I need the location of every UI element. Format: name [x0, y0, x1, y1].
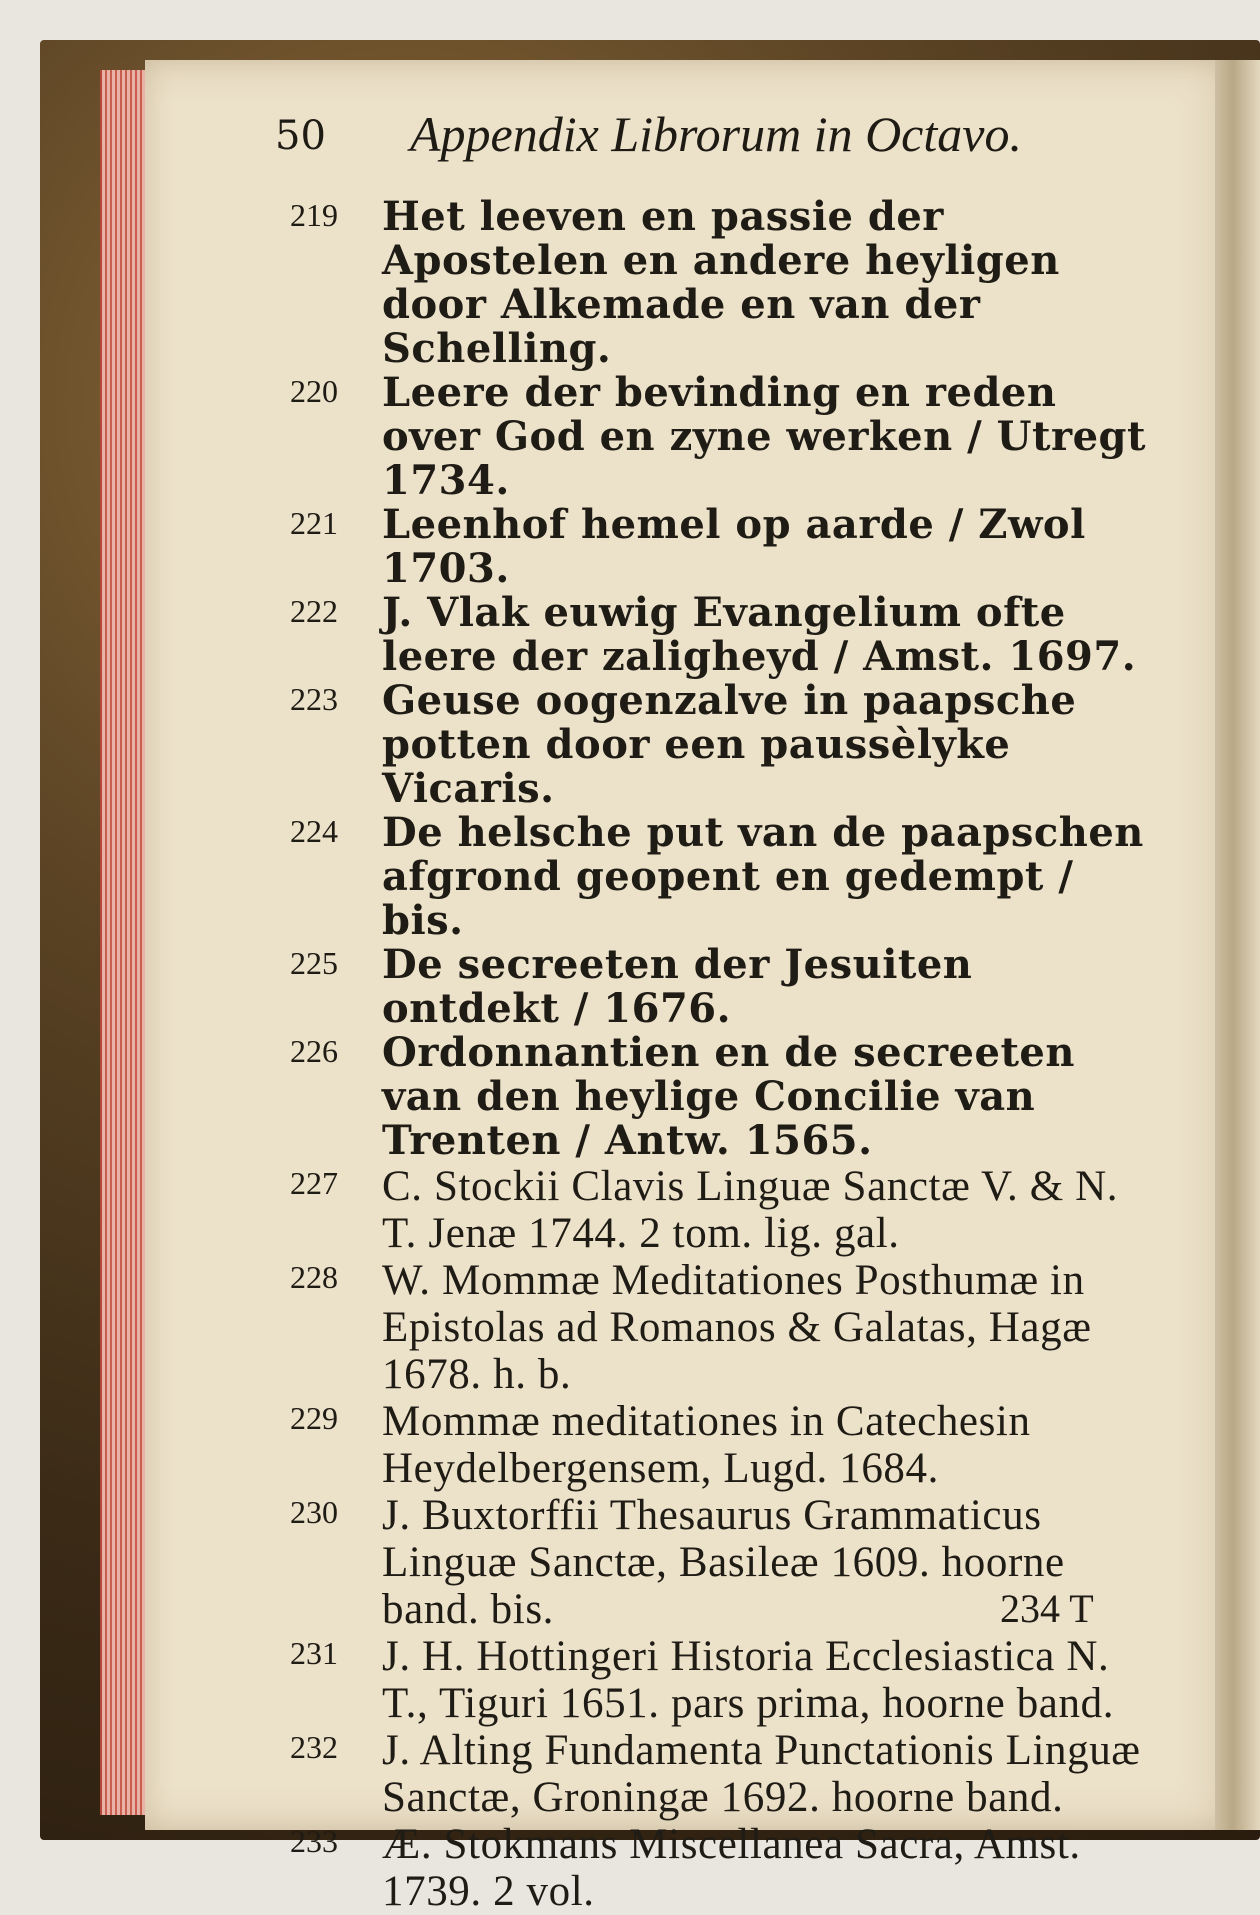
entry-text: C. Stockii Clavis Linguæ Sanctæ V. & N. T. Jenæ 1744. 2 tom. lig. gal. [382, 1163, 1119, 1257]
entry-text: Het leeven en passie der Apostelen en andere heyligen door Alkemade en van der Schelling. [382, 193, 1060, 372]
entry-text: J. Vlak euwig Evangelium ofte leere der zaligheyd / Amst. 1697. [382, 589, 1137, 680]
catalogue-entry [290, 943, 1150, 1031]
entry-number: 221 [290, 505, 338, 541]
entry-text: Æ. Stokmans Miscellanea Sacra, Amst. 1739. 2 vol. [382, 1821, 1081, 1915]
entry-text: J. H. Hottingeri Historia Ecclesiastica N. T., Tiguri 1651. pars prima, hoorne band. [382, 1633, 1115, 1727]
catalogue-entry [290, 195, 1150, 371]
entry-number: 232 [290, 1729, 338, 1765]
running-title: Appendix Librorum in Octavo. [410, 106, 1022, 162]
catalogue-entry [290, 1031, 1150, 1163]
catalogue-entry [290, 371, 1150, 503]
entry-number: 225 [290, 945, 338, 981]
catalogue-entry [290, 503, 1150, 591]
catalogue-entry [290, 1727, 1150, 1821]
entry-text: Ordonnantien en de secreeten van den heylige Concilie van Trenten / Antw. 1565. [382, 1029, 1075, 1164]
catchword: 234 T [1000, 1586, 1094, 1631]
entry-text: Mommæ meditationes in Catechesin Heydelbergensem, Lugd. 1684. [382, 1398, 1031, 1492]
entry-number: 219 [290, 197, 338, 233]
catalogue-entry [290, 1163, 1150, 1257]
catalogue-entry [290, 1821, 1150, 1915]
entry-number: 222 [290, 593, 338, 629]
entry-number: 230 [290, 1494, 338, 1530]
entry-text: Leenhof hemel op aarde / Zwol 1703. [382, 501, 1086, 592]
entry-text: J. Buxtorffii Thesaurus Grammaticus Linguæ Sanctæ, Basileæ 1609. hoorne band. bis. [382, 1492, 1065, 1633]
entry-number: 233 [290, 1823, 338, 1859]
page-header [275, 95, 1135, 165]
entry-text: De secreeten der Jesuiten ontdekt / 1676. [382, 941, 973, 1032]
entry-text: Geuse oogenzalve in paapsche potten door een paussèlyke Vicaris. [382, 677, 1077, 812]
entry-number: 228 [290, 1259, 338, 1295]
catalogue-entry [290, 1398, 1150, 1492]
entry-text: De helsche put van de paapschen afgrond geopent en gedempt / bis. [382, 809, 1144, 944]
catalogue-entries [290, 195, 1150, 1915]
entry-number: 220 [290, 373, 338, 409]
entry-number: 231 [290, 1635, 338, 1671]
catalogue-entry [290, 1257, 1150, 1398]
catalogue-entry [290, 591, 1150, 679]
facing-page-gutter [1215, 60, 1260, 1830]
entry-number: 223 [290, 681, 338, 717]
entry-number: 227 [290, 1165, 338, 1201]
catalogue-entry [290, 679, 1150, 811]
catalogue-entry [290, 1633, 1150, 1727]
catalogue-entry [290, 811, 1150, 943]
page-number: 50 [275, 113, 326, 159]
entry-text: J. Alting Fundamenta Punctationis Linguæ Sanctæ, Groningæ 1692. hoorne band. [382, 1727, 1141, 1821]
entry-text: W. Mommæ Meditationes Posthumæ in Epistolas ad Romanos & Galatas, Hagæ 1678. h. b. [382, 1257, 1092, 1398]
entry-number: 226 [290, 1033, 338, 1069]
entry-number: 229 [290, 1400, 338, 1436]
entry-number: 224 [290, 813, 338, 849]
entry-text: Leere der bevinding en reden over God en zyne werken / Utregt 1734. [382, 369, 1146, 504]
